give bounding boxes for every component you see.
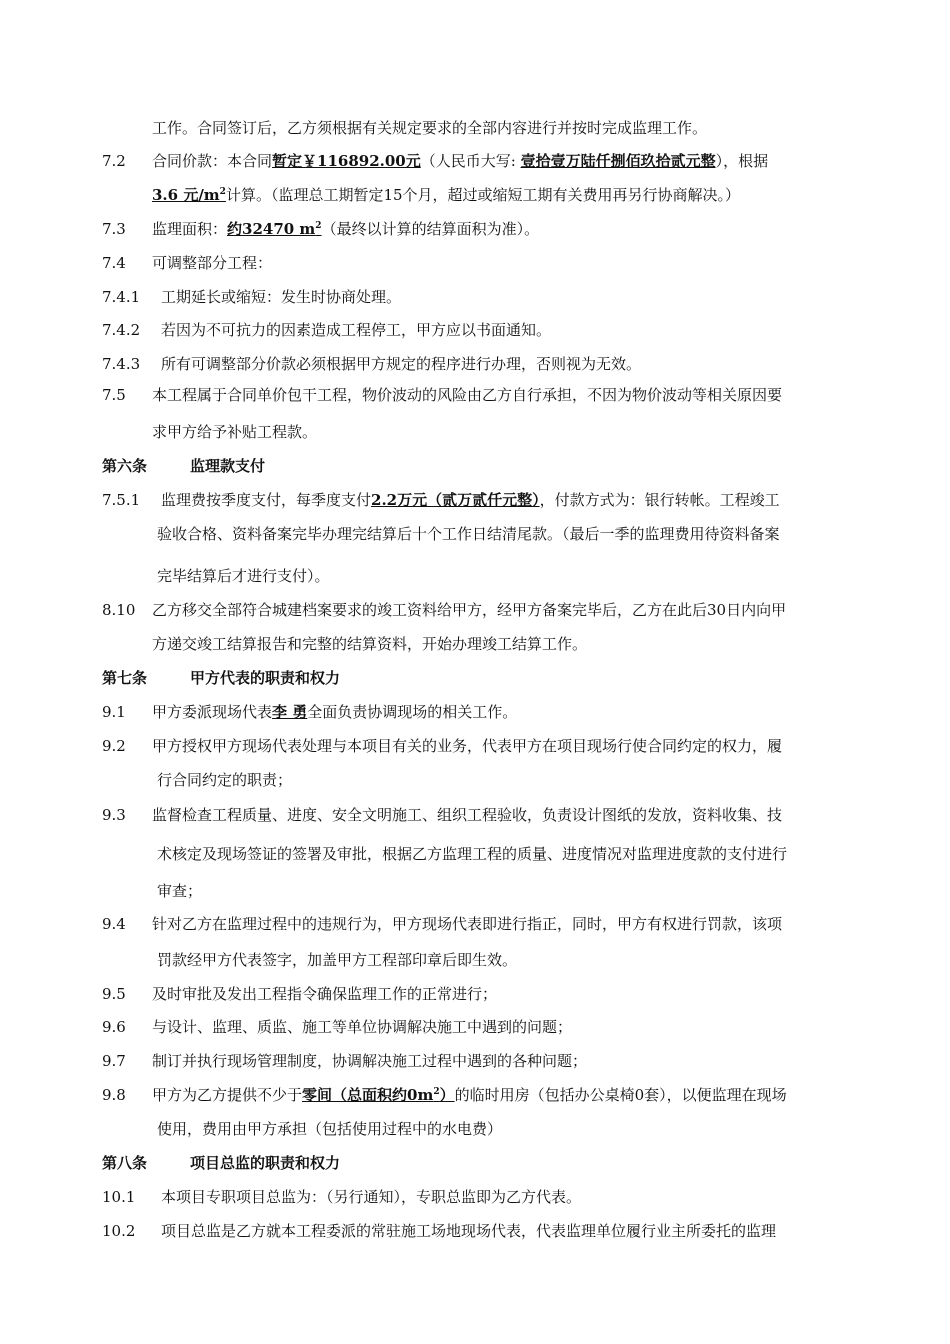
clause-text: 制订并执行现场管理制度，协调解决施工过程中遇到的各种问题； (152, 1052, 588, 1070)
article-8-heading (0, 1151, 950, 1175)
clause-text: 监督检查工程质量、进度、安全文明施工、组织工程验收，负责设计图纸的发放，资料收集、技 (152, 806, 783, 824)
clause-7-4-1 (0, 285, 950, 309)
paragraph-text: 3.6 元$/m^2$计算。（监理总工期暂定15个月，超过或缩短工期有关费用再另行协商解决。） (152, 186, 741, 204)
clause-9-8 (0, 1083, 950, 1107)
clause-number: 9.5 (102, 985, 126, 1003)
clause-number: 9.7 (102, 1052, 126, 1070)
paragraph-text: 术核定及现场签证的签署及审批，根据乙方监理工程的质量、进度情况对监理进度款的支付进行 (157, 845, 788, 863)
clause-7-4 (0, 251, 950, 275)
line-9 (0, 420, 950, 444)
clause-text: 本工程属于合同单价包干工程，物价波动的风险由乙方自行承担，不因为物价波动等相关原因要 (152, 386, 783, 404)
clause-8-10 (0, 598, 950, 622)
paragraph-text: 行合同约定的职责； (157, 771, 293, 789)
clause-text: 工期延长或缩短：发生时协商处理。 (161, 288, 402, 306)
clause-9-7 (0, 1049, 950, 1073)
article-title: 甲方代表的职责和权力 (190, 669, 341, 687)
clause-text: 针对乙方在监理过程中的违规行为，甲方现场代表即进行指正，同时，甲方有权进行罚款，该项 (152, 915, 783, 933)
clause-number: 9.4 (102, 915, 126, 933)
clause-text: 监理费按季度支付，每季度支付2.2万元（贰万贰仟元整），付款方式为：银行转帐。工程竣工 (161, 491, 780, 509)
paragraph-text: 求甲方给予补贴工程款。 (152, 423, 318, 441)
quarterly-payment: 2.2万元（贰万贰仟元整） (371, 491, 540, 509)
clause-text: 乙方移交全部符合城建档案要求的竣工资料给甲方，经甲方备案完毕后，乙方在此后30日内向甲 (152, 601, 787, 619)
paragraph-text: 验收合格、资料备案完毕办理完结算后十个工作日结清尾款。（最后一季的监理费用待资料备案 (157, 525, 780, 543)
line-15 (0, 632, 950, 656)
paragraph-text: 使用，费用由甲方承担（包括使用过程中的水电费） (157, 1120, 503, 1138)
clause-7-2 (0, 149, 950, 173)
clause-number: 9.2 (102, 737, 126, 755)
clause-number: 7.4 (102, 254, 126, 272)
paragraph-text: 完毕结算后才进行支付）。 (157, 567, 330, 585)
unit-price: 3.6 元$/m^2$ (152, 186, 226, 204)
paragraph-text: 审查； (157, 882, 203, 900)
line-19 (0, 768, 950, 792)
clause-text: 合同价款：本合同暂定￥116892.00元（人民币大写: 壹拾壹万陆仟捌佰玖拾贰元整），根据 (152, 152, 769, 170)
clause-9-3 (0, 803, 950, 827)
supervision-area: 约32470 $m^2$ (227, 220, 322, 238)
clause-text: 甲方授权甲方现场代表处理与本项目有关的业务，代表甲方在项目现场行使合同约定的权力，履 (152, 737, 783, 755)
article-number: 第七条 (102, 669, 148, 687)
article-title: 监理款支付 (190, 457, 266, 475)
clause-10-1 (0, 1185, 950, 1209)
clause-7-4-3 (0, 352, 950, 376)
clause-9-1 (0, 700, 950, 724)
article-7-heading (0, 666, 950, 690)
paragraph-text: 罚款经甲方代表签字，加盖甲方工程部印章后即生效。 (157, 951, 518, 969)
clause-number: 8.10 (102, 601, 136, 619)
clause-number: 9.3 (102, 806, 126, 824)
line-12 (0, 522, 950, 546)
clause-10-2 (0, 1219, 950, 1243)
clause-9-2 (0, 734, 950, 758)
contract-amount: 暂定￥116892.00元 (272, 152, 421, 170)
clause-number: 9.6 (102, 1018, 126, 1036)
clause-text: 所有可调整部分价款必须根据甲方规定的程序进行办理，否则视为无效。 (161, 355, 642, 373)
clause-text: 本项目专职项目总监为：（另行通知），专职总监即为乙方代表。 (161, 1188, 582, 1206)
article-number: 第六条 (102, 457, 148, 475)
contract-amount-words: 壹拾壹万陆仟捌佰玖拾贰元整 (520, 152, 716, 170)
clause-number: 7.2 (102, 152, 126, 170)
line-13 (0, 564, 950, 588)
clause-text: 与设计、监理、质监、施工等单位协调解决施工中遇到的问题； (152, 1018, 573, 1036)
clause-text: 若因为不可抗力的因素造成工程停工，甲方应以书面通知。 (161, 321, 552, 339)
article-number: 第八条 (102, 1154, 148, 1172)
clause-7-5-1 (0, 488, 950, 512)
clause-7-5 (0, 383, 950, 407)
line-22 (0, 879, 950, 903)
clause-text: 监理面积：约32470 $m^2$（最终以计算的结算面积为准）。 (152, 220, 540, 238)
clause-number: 10.1 (102, 1188, 136, 1206)
clause-text: 甲方为乙方提供不少于零间（总面积约$0m^2$）的临时用房（包括办公桌椅0套），以便监理在现场 (152, 1086, 787, 1104)
clause-7-3 (0, 217, 950, 241)
temporary-housing: 零间（总面积约$0m^2$） (302, 1086, 455, 1104)
site-representative-name: 李 勇 (272, 703, 308, 721)
line-2 (0, 183, 950, 207)
clause-text: 可调整部分工程： (152, 254, 273, 272)
clause-number: 10.2 (102, 1222, 136, 1240)
article-6-heading (0, 454, 950, 478)
clause-9-4 (0, 912, 950, 936)
clause-number: 9.1 (102, 703, 126, 721)
paragraph-text: 工作。合同签订后，乙方须根据有关规定要求的全部内容进行并按时完成监理工作。 (152, 119, 708, 137)
paragraph-text: 方递交竣工结算报告和完整的结算资料，开始办理竣工结算工作。 (152, 635, 588, 653)
line-29 (0, 1117, 950, 1141)
line-0 (0, 116, 950, 140)
clause-9-6 (0, 1015, 950, 1039)
clause-number: 7.4.3 (102, 355, 141, 373)
clause-number: 9.8 (102, 1086, 126, 1104)
article-title: 项目总监的职责和权力 (190, 1154, 341, 1172)
clause-7-4-2 (0, 318, 950, 342)
clause-text: 甲方委派现场代表李 勇全面负责协调现场的相关工作。 (152, 703, 518, 721)
line-24 (0, 948, 950, 972)
clause-number: 7.5.1 (102, 491, 141, 509)
clause-9-5 (0, 982, 950, 1006)
clause-number: 7.4.1 (102, 288, 141, 306)
clause-number: 7.3 (102, 220, 126, 238)
clause-number: 7.4.2 (102, 321, 141, 339)
clause-number: 7.5 (102, 386, 126, 404)
line-21 (0, 842, 950, 866)
clause-text: 及时审批及发出工程指令确保监理工作的正常进行； (152, 985, 498, 1003)
clause-text: 项目总监是乙方就本工程委派的常驻施工场地现场代表，代表监理单位履行业主所委托的监理 (161, 1222, 777, 1240)
